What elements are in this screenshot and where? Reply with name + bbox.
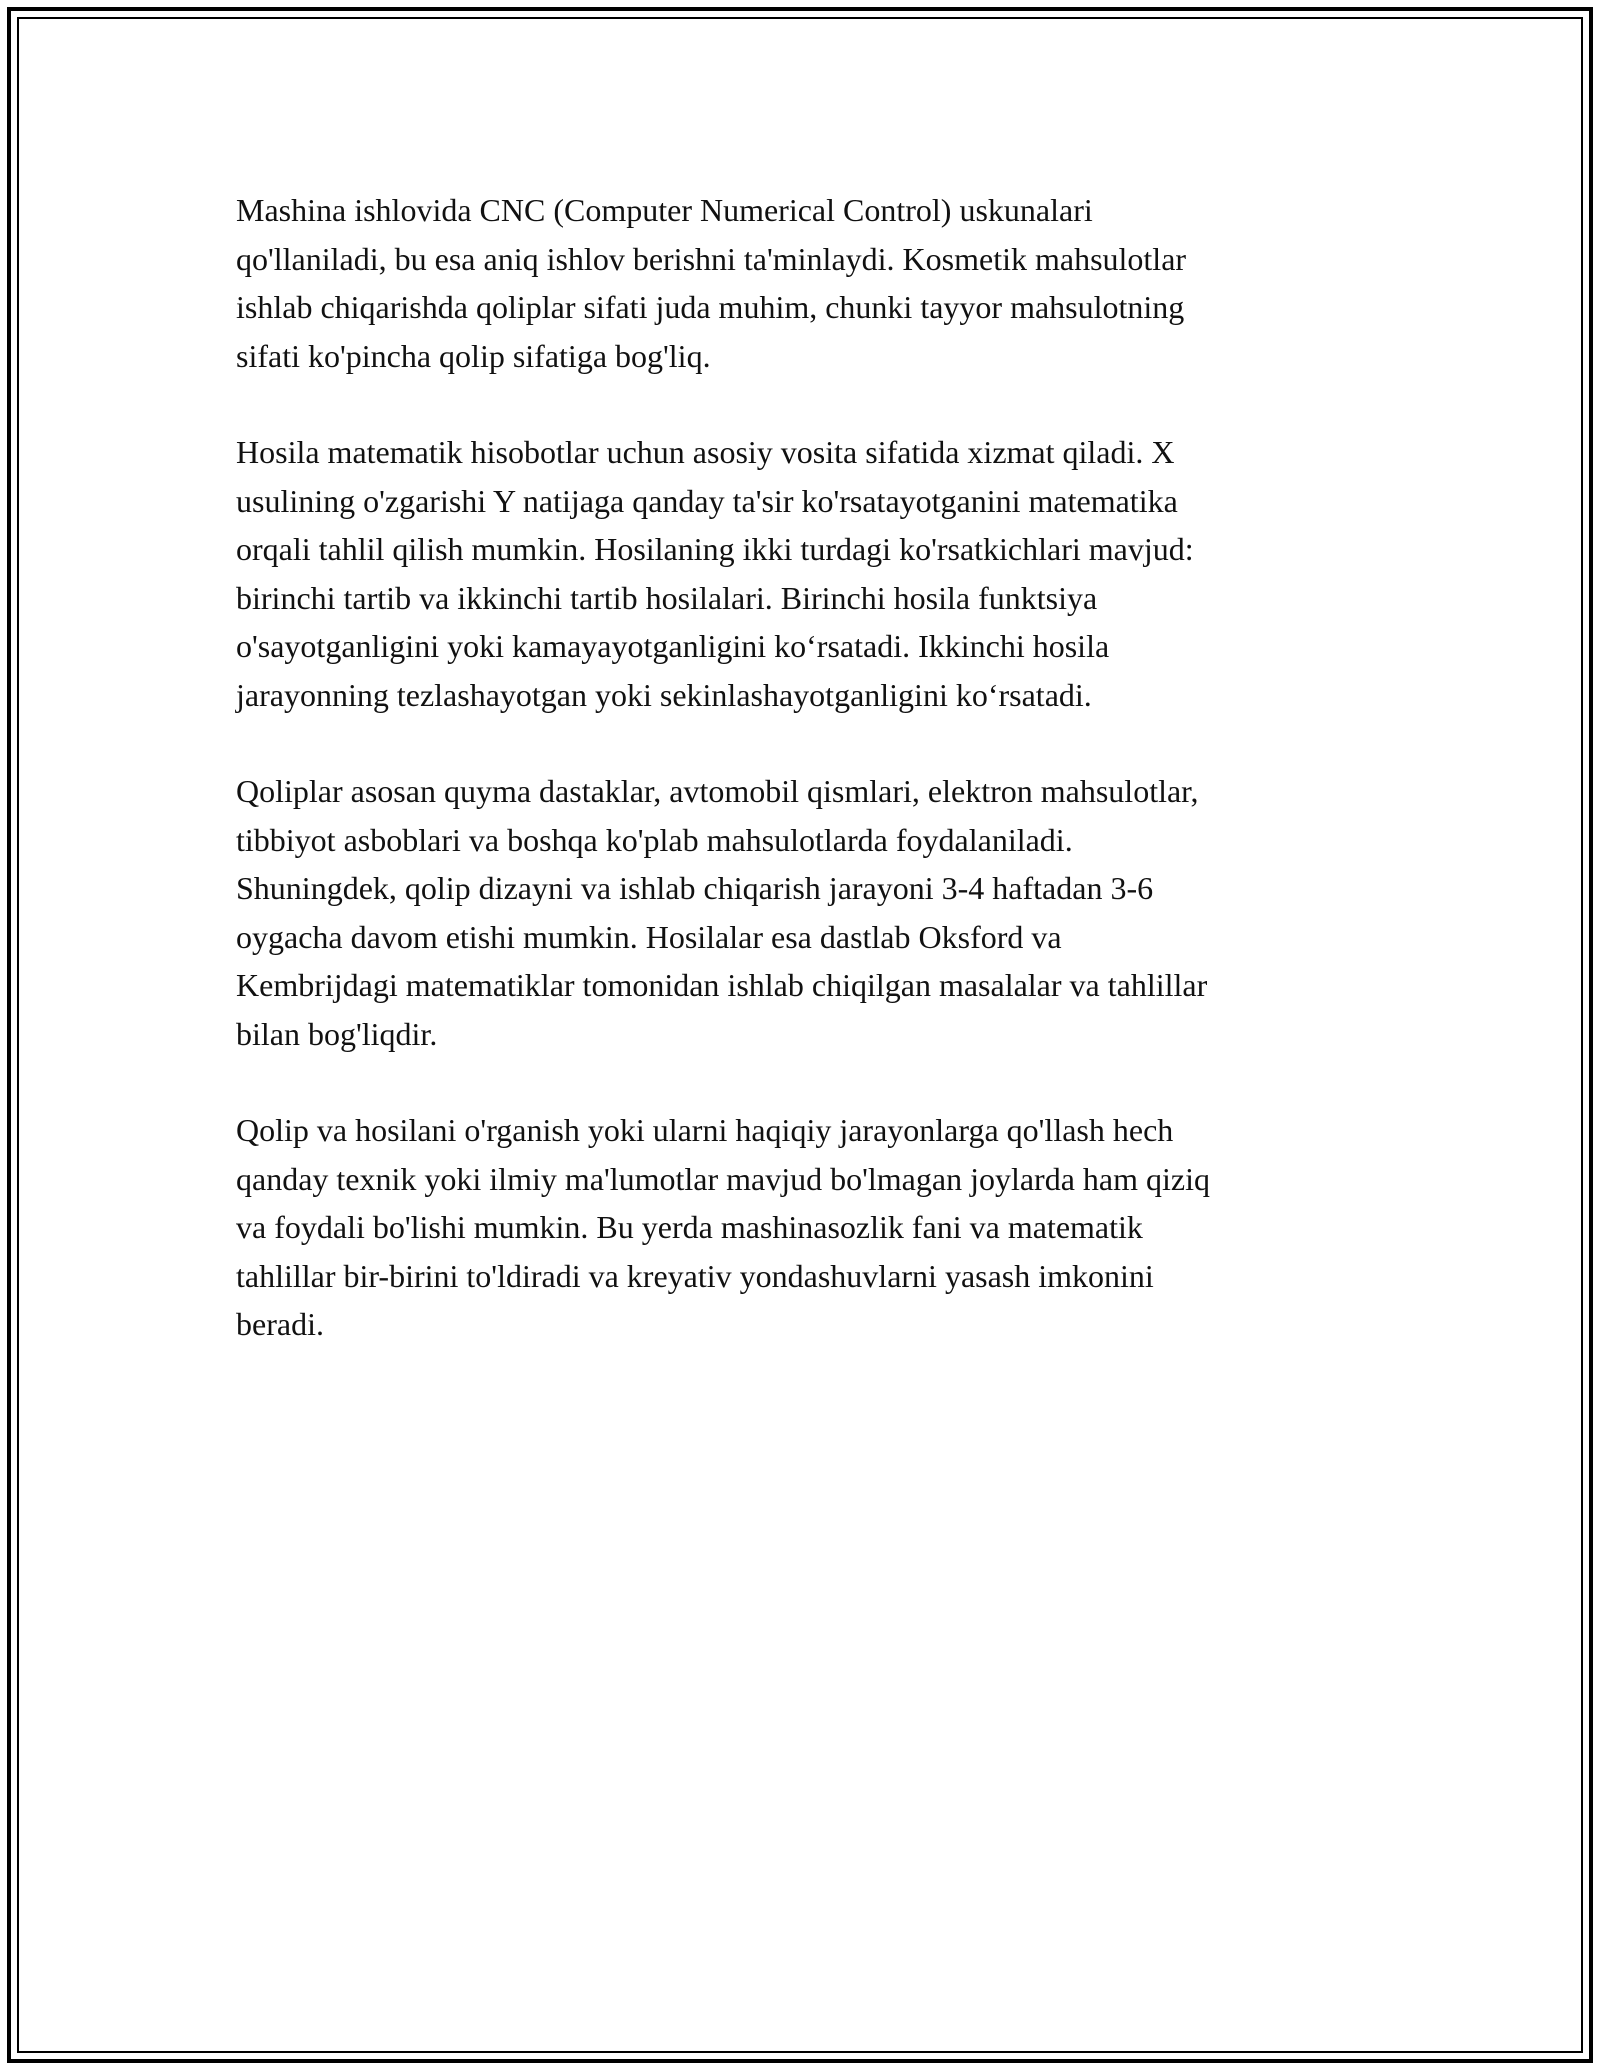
document-body — [236, 186, 1364, 1397]
paragraph-3: Qoliplar asosan quyma dastaklar, avtomobil qismlari, elektron mahsulotlar, tibbiyot asboblari va boshqa ko'plab mahsulotlarda foydalaniladi. Shuningdek, qolip dizayni va ishlab chiqarish jarayoni 3-4 haftadan 3-6 oygacha davom etishi mumkin. Hosilalar esa dastlab Oksford va Kembrijdagi matematiklar tomonidan ishlab chiqilgan masalalar va tahlillar bilan bog'liqdir. — [236, 773, 1208, 1052]
paragraph-2: Hosila matematik hisobotlar uchun asosiy vosita sifatida xizmat qiladi. X usulining o'zgarishi Y natijaga qanday ta'sir ko'rsatayotganini matematika orqali tahlil qilish mumkin. Hosilaning ikki turdagi ko'rsatkichlari mavjud: birinchi tartib va ikkinchi tartib hosilalari. Birinchi hosila funktsiya o'sayotganligini yoki kamayayotganligini ko‘rsatadi. Ikkinchi hosila jarayonning tezlashayotgan yoki sekinlashayotganligini ko‘rsatadi. — [236, 434, 1194, 713]
paragraph-4: Qolip va hosilani o'rganish yoki ularni haqiqiy jarayonlarga qo'llash hech qanday texnik yoki ilmiy ma'lumotlar mavjud bo'lmagan joylarda ham qiziq va foydali bo'lishi mumkin. Bu yerda mashinasozlik fani va matematik tahlillar bir-birini to'ldiradi va kreyativ yondashuvlarni yasash imkonini beradi. — [236, 1112, 1210, 1342]
paragraph-1: Mashina ishlovida CNC (Computer Numerical Control) uskunalari qo'llaniladi, bu esa aniq ishlov berishni ta'minlaydi. Kosmetik mahsulotlar ishlab chiqarishda qoliplar sifati juda muhim, chunki tayyor mahsulotning sifati ko'pincha qolip sifatiga bog'liq. — [236, 192, 1187, 374]
